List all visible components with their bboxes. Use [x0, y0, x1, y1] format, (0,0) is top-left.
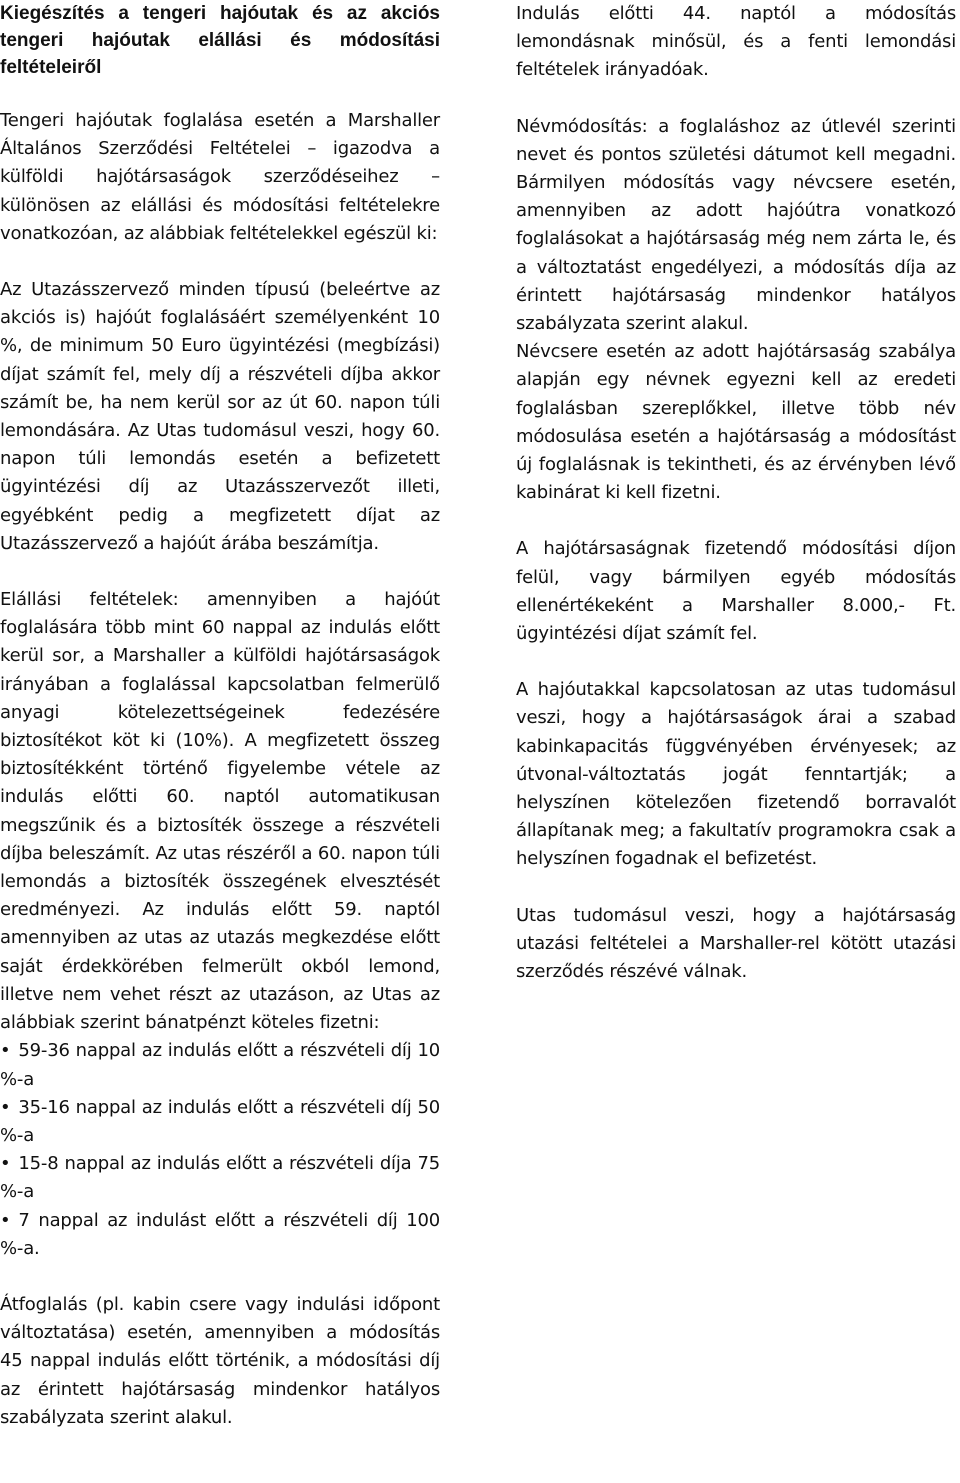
list-item: • 15-8 nappal az indulás előtt a részvételi díja 75 %-a	[0, 1150, 440, 1206]
admin-fee-paragraph: A hajótársaságnak fizetendő módosítási díjon felül, vagy bármilyen egyéb módosítás ellenértékeként a Marshaller 8.000,- Ft. ügyintézési díjat számít fel.	[516, 538, 956, 645]
left-column	[0, 0, 440, 1460]
list-item: • 35-16 nappal az indulás előtt a részvételi díj 50 %-a	[0, 1094, 440, 1150]
cruise-terms-paragraph: A hajóutakkal kapcsolatosan az utas tudomásul veszi, hogy a hajótársaságok árai a szabad kabinkapacitás függvényében érvényesek; az útvonal-változtatás jogát fenntartják; a helyszínen kötelezően fizetendő borravalót állapítanak meg; a fakultatív programokra csak a helyszínen fogadnak el befizetést.	[516, 679, 956, 870]
rebooking-paragraph: Átfoglalás (pl. kabin csere vagy indulási időpont változtatása) esetén, amennyiben a módosítás 45 nappal indulás előtt történik, a módosítási díj az érintett hajótársaság mindenkor hatályos szabályzata szerint alakul.	[0, 1293, 440, 1428]
right-column	[516, 0, 956, 1014]
cancellation-terms-paragraph: Elállási feltételek: amennyiben a hajóút foglalására több mint 60 nappal az indulás előtt kerül sor, a Marshaller a külföldi hajótársaságok irányában a foglalással kapcsolatban felmerülő anyagi kötelezettségeinek fedezésére biztosítékot köt ki (10%). A megfizetett összeg biztosítékként történő figyelembe vétele az indulás előtti 60. naptól automatikusan megszűnik és a biztosíték összege a részvételi díjba beleszámít. Az utas részéről a 60. napon túli lemondás a biztosíték összegének elvesztését eredményezi. Az indulás előtt 59. naptól amennyiben az utas az utazás megkezdése előtt saját érdekkörében felmerült okból lemond, illetve nem vehet részt az utazáson, az Utas az alábbiak szerint bánatpénzt köteles fizetni:	[0, 589, 440, 1034]
intro-paragraph: Tengeri hajóutak foglalása esetén a Marshaller Általános Szerződési Feltételei – igazodva a külföldi hajótársaságok szerződéseihez – különösen az elállási és módosítási feltételekre vonatkozóan, az alábbiak feltételekkel egészül ki:	[0, 110, 440, 244]
modification-paragraph: Indulás előtti 44. naptól a módosítás lemondásnak minősül, és a fenti lemondási feltételek irányadóak.	[516, 3, 956, 81]
list-item: • 59-36 nappal az indulás előtt a részvételi díj 10 %-a	[0, 1037, 440, 1093]
list-item: • 7 nappal az indulást előtt a részvételi díj 100 %-a.	[0, 1207, 440, 1263]
document-title: Kiegészítés a tengeri hajóutak és az akciós tengeri hajóutak elállási és módosítási feltételeiről	[0, 3, 440, 78]
name-swap-paragraph: Névcsere esetén az adott hajótársaság szabálya alapján egy névnek egyezni kell az eredeti foglalásban szereplőkkel, illetve több név módosulása esetén a hajótársaság a módosítást új foglalásnak is tekintheti, és az érvényben lévő kabinárat ki kell fizetni.	[516, 341, 956, 504]
name-change-paragraph: Névmódosítás: a foglaláshoz az útlevél szerinti nevet és pontos születési dátumot kell megadni. Bármilyen módosítás vagy névcsere esetén, amennyiben az adott hajóútra vonatkozó foglalásokat a hajótársaság még nem zárta le, és a változtatást engedélyezi, a módosítás díja az érintett hajótársaság mindenkor hatályos szabályzata szerint alakul.	[516, 115, 956, 335]
penalty-list	[0, 1037, 440, 1263]
final-paragraph: Utas tudomásul veszi, hogy a hajótársaság utazási feltételei a Marshaller-rel kötött utazási szerződés részévé válnak.	[516, 904, 956, 983]
service-fee-paragraph: Az Utazásszervező minden típusú (beleértve az akciós is) hajóút foglalásáért személyenként 10 %, de minimum 50 Euro ügyintézési (megbízási) díjat számít fel, mely díj a részvételi díjba akkor számít be, ha nem kerül sor az út 60. napon túli lemondására. Az Utas tudomásul veszi, hogy 60. napon túli lemondás esetén a befizetett ügyintézési díj az Utazásszervezőt illeti, egyébként pedig a megfizetett díjat az Utazásszervező a hajóút árába beszámítja.	[0, 279, 440, 554]
